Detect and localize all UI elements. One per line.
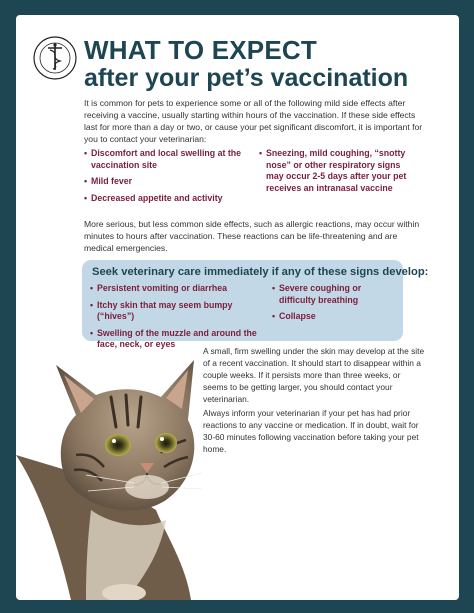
list-item: • Severe coughing or difficulty breathing	[272, 283, 397, 306]
list-item: • Mild fever	[84, 176, 244, 188]
mild-effects-list-right	[259, 148, 414, 199]
handout-page	[16, 15, 459, 600]
list-item: • Itchy skin that may seem bumpy (“hives”)	[90, 300, 265, 323]
page-subtitle: after your pet’s vaccination	[84, 64, 409, 92]
page-title: WHAT TO EXPECT	[84, 35, 317, 65]
list-item: • Decreased appetite and activity	[84, 193, 244, 205]
list-item: • Collapse	[272, 311, 397, 323]
list-item: • Sneezing, mild coughing, “snotty nose” or other respiratory signs may occur 2-5 days after your pet receives an intranasal vaccine	[259, 148, 414, 194]
mild-effects-list-left	[84, 148, 244, 209]
emergency-callout	[82, 260, 429, 349]
list-item: • Persistent vomiting or diarrhea	[90, 283, 265, 295]
veterinary-seal-logo-icon	[33, 36, 77, 80]
list-item: • Discomfort and local swelling at the vaccination site	[84, 148, 244, 171]
callout-title: Seek veterinary care immediately if any of these signs develop:	[92, 266, 429, 278]
list-item: • Swelling of the muzzle and around the face, neck, or eyes	[90, 328, 265, 351]
serious-effects-paragraph: More serious, but less common side effects, such as allergic reactions, may occur within minutes to hours after vaccination. These reactions can be life-threatening and are medical emergencies.	[84, 219, 420, 253]
swelling-paragraph: A small, firm swelling under the skin may develop at the site of a recent vaccination. It should start to disappear within a couple weeks. If it persists more than three weeks, or seems to be getting larger, you should contact your veterinarian.	[203, 346, 425, 404]
tabby-cat-photo	[16, 335, 206, 600]
inform-paragraph: Always inform your veterinarian if your pet has had prior reactions to any vaccine or medication. If in doubt, wait for 30-60 minutes following vaccination before taking your pet home.	[203, 408, 419, 454]
intro-paragraph: It is common for pets to experience some or all of the following mild side effects after receiving a vaccine, usually starting within hours of the vaccination. If these side effects last for more than a day or two, or cause your pet significant discomfort, it is important for you to contact your veterinarian:	[84, 98, 423, 144]
emergency-signs-list-right	[272, 283, 397, 328]
